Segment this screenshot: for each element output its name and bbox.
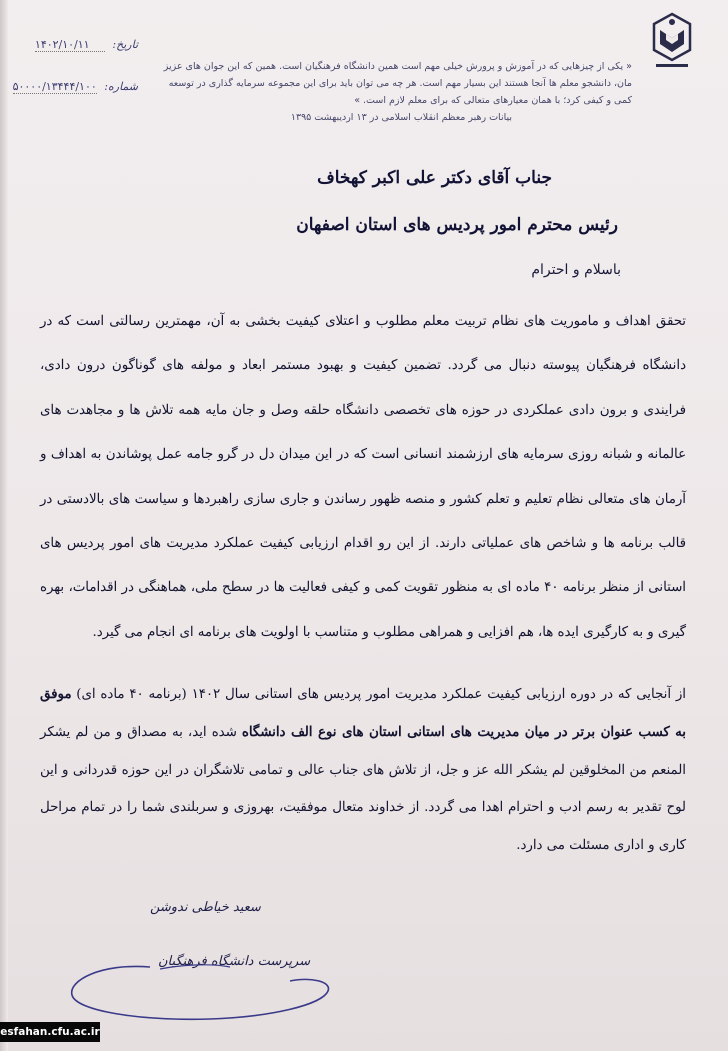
number-value: ۵۰۰۰۰/۱۳۴۴۴/۱۰۰ [12, 80, 97, 93]
date-label: تاریخ: [112, 38, 138, 51]
paragraph-2-highlight: موفق به کسب عنوان برتر در میان مدیریت های استانی استان های نوع الف دانشگاه [40, 687, 686, 740]
signatory-name: سعید خیاطی ندوشن [150, 900, 261, 915]
date-field [18, 38, 138, 52]
letter-paragraph-1: تحقق اهداف و ماموریت های نظام تربیت معلم مطلوب و اعتلای کیفیت بخشی به آن، مهمترین رسالتی است که در دانشگاه فرهنگیان پیوسته دنبال می گردد. تضمین کیفیت و بهبود مستمر ابعاد و مولفه های گوناگون درون دادی، فرایندی و برون دادی عملکردی در حوزه های تخصصی دانشگاه حلقه وصل و جان مایه همه تلاش ها و مجاهدت های عالمانه و شبانه روزی سرمایه های ارزشمند انسانی است که در این میدان دل در گرو جامه عمل پوشاندن به اهداف و آرمان های متعالی نظام تعلیم و تعلم کشور و منصه ظهور رساندن و جاری سازی راهبردها و سیاست های بالادستی در قالب برنامه ها و شاخص های عملیاتی دارند. از این رو اقدام ارزیابی کیفیت عملکرد مدیریت های امور پردیس های استانی از منظر برنامه ۴۰ ماده ای به منظور تقویت کمی و کیفی فعالیت ها در سطح ملی، هماهنگی در اقدامات، بهره گیری و به کارگیری ایده ها، هم افزایی و همراهی مطلوب و متناسب با اولویت های برنامه ای انجام می گیرد. [40, 314, 687, 640]
number-field [12, 80, 138, 94]
quote-text: « یکی از چیزهایی که در آموزش و پرورش خیلی مهم است همین دانشگاه فرهنگیان است. همین که این جوان های عزیز مان، دانشجو معلم ها آنجا هستند این بسیار مهم است. هر چه می توان باید برای این مجموعه سرمایه گذاری در توسعه کمی و کیفی کرد؛ با همان معیارهای متعالی که برای معلم لازم است. » [163, 61, 632, 106]
greeting: باسلام و احترام [531, 262, 621, 278]
signature-flourish-icon [60, 955, 340, 1025]
leader-quote [150, 58, 632, 126]
page-binding-shadow [0, 0, 8, 1051]
paragraph-2-closing: شده اید، به مصداق و من لم یشکر المنعم من المخلوقین لم یشکر الله عز و جل، از تلاش های جناب عالی و تمامی تلاشگران در این حوزه قدردانی و این لوح تقدیر به رسم ادب و احترام اهدا می گردد. از خداوند متعال موفقیت، بهروزی و سربلندی شما را در تمام مراحل کاری و اداری مسئلت می دارد. [40, 724, 686, 854]
number-label: شماره: [104, 80, 138, 93]
paragraph-2-intro: از آنجایی که در دوره ارزیابی کیفیت عملکرد مدیریت امور پردیس های استانی سال ۱۴۰۲ (برنامه ۴۰ ماده ای) [71, 687, 686, 702]
university-logo-icon [650, 12, 694, 72]
quote-source: بیانات رهبر معظم انقلاب اسلامی در ۱۳ اردیبهشت ۱۳۹۵ [290, 112, 512, 123]
letter-paragraph-2 [40, 676, 686, 865]
signatory-title: سرپرست دانشگاه فرهنگیان [158, 954, 311, 969]
date-value: ۱۴۰۲/۱۰/۱۱ [35, 38, 105, 52]
recipient-name: جناب آقای دکتر علی اکبر کهخاف [317, 168, 552, 188]
recipient-title: رئیس محترم امور پردیس های استان اصفهان [296, 215, 618, 235]
site-watermark: esfahan.cfu.ac.ir [0, 1022, 100, 1042]
